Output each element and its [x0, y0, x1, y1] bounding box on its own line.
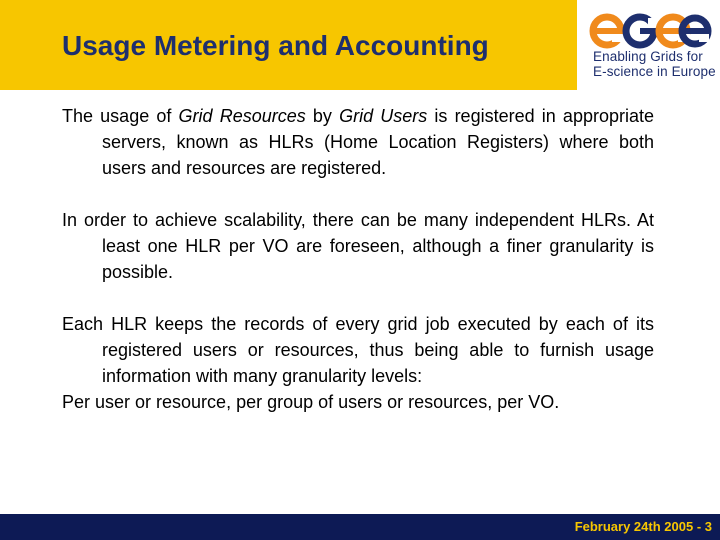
footer-bar [0, 514, 720, 540]
footer-separator: - [693, 519, 705, 534]
slide-body [62, 103, 654, 415]
footer-date: February 24th 2005 [574, 519, 694, 534]
paragraph-text: by [305, 106, 340, 126]
tagline-line-1: Enabling Grids for [593, 49, 703, 64]
footer-label [575, 519, 712, 534]
egee-logo [588, 12, 716, 84]
paragraph-hlr-records: Each HLR keeps the records of every grid job executed by each of its registered users or resources, thus being able to furnish usage information with many granularity levels: [62, 314, 654, 386]
paragraph-granularity-levels: Per user or resource, per group of users or resources, per VO. [62, 392, 560, 412]
page-number: 3 [704, 519, 712, 534]
slide-title: Usage Metering and Accounting [62, 30, 489, 61]
logo-tagline [593, 50, 716, 79]
emphasis-grid-resources: Grid Resources [178, 106, 306, 126]
paragraph-text: The usage of [62, 106, 179, 126]
paragraph-hlr-registration [62, 103, 654, 181]
tagline-line-2: E-science in Europe [593, 63, 716, 79]
egee-wordmark-icon [588, 12, 712, 50]
emphasis-grid-users: Grid Users [339, 106, 428, 126]
paragraph-scalability: In order to achieve scalability, there can be many independent HLRs. At least one HLR per VO are foreseen, although a finer granularity is possible. [62, 210, 654, 282]
paragraph-text: is registered in appropriate servers, known as HLRs (Home Location Registers) where both users and resources are registered. [102, 106, 654, 178]
